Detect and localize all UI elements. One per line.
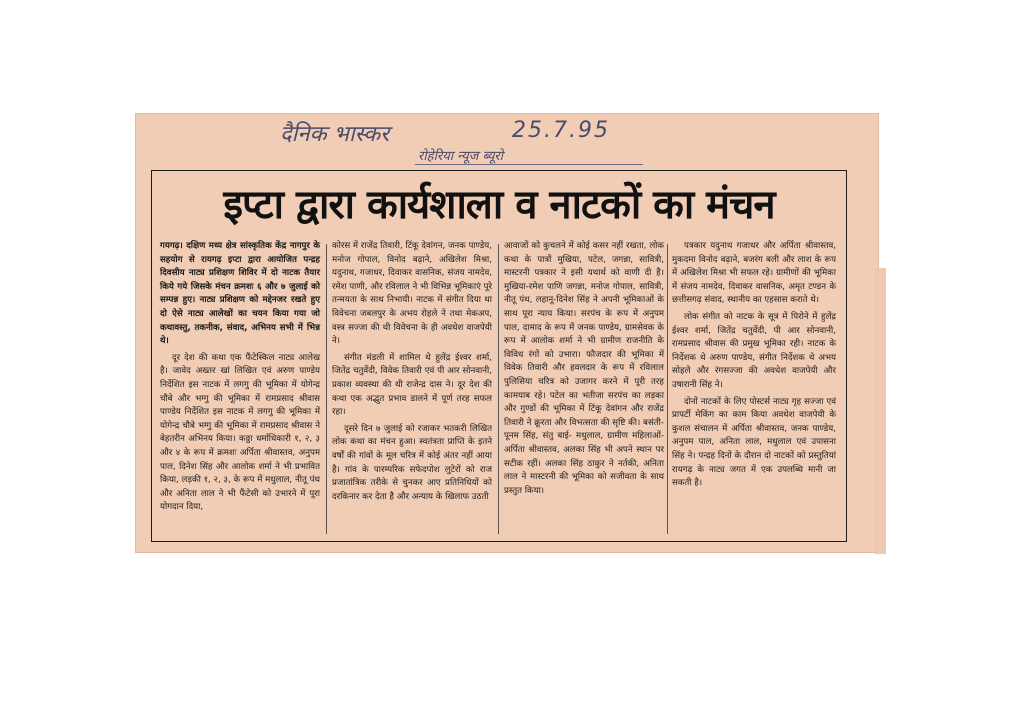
article-paragraph: आवाजों को कुचलने में कोई कसर नहीं रखता, लोक कथा के पात्रों मुखिया, पटेल, जगन्ना, सावित्री, मास्टरनी पत्रकार ने इसी यथार्थ को वाणी दी है। मुखिया-रमेश पाणि जगन्ना, मनोज गोपाल, सावित्री, नीतू पंथ, लहानू-दिनेश सिंह ने अपनी भूमिकाओं के साथ पूरा न्याय किया। सरपंच के रूप में अनुपम पाल, दामाद के रूप में जनक पाण्डेय, ग्रामसेवक के रूप में आलोक शर्मा ने भी ग्रामीण राजनीति के विविध रंगों को उभारा। फौजदार की भूमिका में विवेक तिवारी और हवलदार के रूप में रविलाल पुलिसिया चरित्र को उजागर करने में पूरी तरह कामयाब रहे। पटेल का भतीजा सरपंच का लड़का और गुण्डों की भूमिका में टिंकू देवांगन और राजेंद्र तिवारी ने क्रूरता और विभत्सता की सृष्टि की। बसंती-पूनम सिंह, संतु बाई- मधुलाल, ग्रामीण महिलाओं- अर्पिता श्रीवास्तव, अलका सिंह भी अपने स्थान पर सटीक रहीं। अलका सिंह ठाकुर ने नर्तकी, अनिता लाल ने मास्टरनी की भूमिका को सजीवता के साथ प्रस्तुत किया। <box>504 241 664 496</box>
handwritten-paper-name: दैनिक भास्कर <box>280 122 390 147</box>
article-paragraph: पत्रकार यदुनाथ गजाधर और अर्पिता श्रीवास्तव, मुकदमा विनोद बढ़ाने, बजरंग बली और लाश के रूप में अखिलेश मिश्रा भी सफल रहे। ग्रामीणों की भूमिका में संजय नामदेव, दिवाकर वासनिक, अमृत टण्डन के छत्तीसगढ़ संवाद, स्थानीय का एहसास कराते थे। <box>672 241 836 306</box>
article-column-1 <box>160 240 320 518</box>
handwritten-date: 25.7.95 <box>512 118 610 143</box>
article-paragraph: दूसरे दिन ७ जुलाई को रजाकर भतकरी लिखित लोक कथा का मंचन हुआ। स्वतंत्रता प्राप्ति के इतने वर्षों की गांवों के मूल चरित्र में कोई अंतर नहीं आया है। गांव के पारम्परिक सफेदपोश लुटेरों को राज प्रजातांत्रिक तरीके से चुनकर आए प्रतिनिधियों को दरकिनार कर देता है और अन्याय के खिलाफ उठती <box>332 423 492 502</box>
article-paragraph: लोक संगीत को नाटक के सूत्र में पिरोने में हुलेंद्र ईश्वर शर्मा, जितेंद्र चतुर्वेदी, पी आर सोनवानी, रामप्रसाद श्रीवास की प्रमुख भूमिका रही। नाटक के निर्देशक थे अरुण पाण्डेय, संगीत निर्देशक थे अभय सोहले और रंगसज्जा की अवधेश वाजपेयी और उषारानी सिंह ने। <box>672 311 836 390</box>
column-rule <box>498 244 499 534</box>
article-paragraph: कोरस में राजेंद्र तिवारी, टिंकू देवांगन, जनक पाण्डेय, मनोज गोपाल, विनोद बढ़ाने, अखिलेश मिश्रा, यदुनाथ, गजाधर, दिवाकर वासनिक, संजय नामदेव, रमेश पाणी, और रविलाल ने भी विभिन्न भूमिकाएं पूरे तन्मयता के साथ निभायी। नाटक में संगीत दिया था विवेचना जबलपुर के अभय रोहले ने तथा मेकअप, वस्त्र सज्जा की थी विवेचना के ही अवधेश वाजपेयी ने। <box>332 241 493 347</box>
article-paragraph: दूर देश की कथा एक फैंटेस्किल नाट्य आलेख है। जावेद अख्तर खां लिखित एवं अरुण पाण्डेय निर्देशित इस नाटक में लगगु की भूमिका में योगेन्द्र चौबे और भग्गु की भूमिका में रामप्रसाद श्रीवास पाण्डेय निर्देशित इस नाटक में लगगु की भूमिका में योगेन्द्र चौबे भग्गु की भूमिका में रामप्रसाद श्रीवास ने बेहतरीन अभिनय किया। कठ्ठा धर्माधिकारी १, २, ३ और ४ के रूप में क्रमशः अर्पिता श्रीवास्तव, अनुपम पाल, दिनेश सिंह और आलोक शर्मा ने भी प्रभावित किया, लड़की १, २, ३, के रूप में मधुलाल, नीतू पंथ और अनिता लाल ने भी फैंटेसी को उभारने में पूरा योगदान दिया, <box>160 352 320 513</box>
column-rule <box>326 244 327 534</box>
article-column-4 <box>672 240 836 494</box>
handwritten-bureau-note: रोहेरिया न्यूज ब्यूरो <box>418 149 504 164</box>
article-column-3 <box>504 240 664 501</box>
handwritten-underline <box>415 164 643 165</box>
lead-paragraph: गयगढ़। दक्षिण मध्य क्षेत्र सांस्कृतिक केंद्र नागपुर के सहयोग से रायगढ़ इप्टा द्वारा आयोजित पन्द्रह दिवसीय नाट्य प्रशिक्षण शिविर में दो नाटक तैयार किये गये जिसके मंचन क्रमशः ६ और ७ जुलाई को सम्पन्न हुए। नाट्य प्रशिक्षण को मद्देनजर रखते हुए दो ऐसे नाट्य आलेखों का चयन किया गया जो कथावस्तु, तकनीक, संवाद, अभिनय सभी में भिन्न थे। <box>160 241 320 347</box>
article-headline: इप्टा द्वारा कार्यशाला व नाटकों का मंचन <box>223 182 775 228</box>
column-rule <box>667 244 668 534</box>
clipping-tab-edge <box>874 268 886 554</box>
article-paragraph: संगीत मंडली में शामिल थे हुलेंद्र ईश्वर शर्मा, जितेंद्र चतुर्वेदी, विवेक तिवारी एवं पी आर सोनवानी, प्रकाश व्यवस्था की थी राजेन्द्र दास ने। दूर देश की कथा एक अद्भुत प्रभाव डालने में पूर्ण तरह सफल रहा। <box>332 352 492 418</box>
article-paragraph: दोनों नाटकों के लिए पोस्टर्स नाट्य गृह सज्जा एवं प्रापर्टी मेकिंग का काम किया अवधेश वाजपेयी के कुशल संचालन में अर्पिता श्रीवास्तव, जनक पाण्डेय, अनुपम पाल, अनिता लाल, मधुलाल एवं उपासना सिंह ने। पन्द्रह दिनों के दौरान दो नाटकों को प्रस्तुतियां रायगढ़ के नाट्य जगत में एक उपलब्धि मानी जा सकती है। <box>672 396 836 489</box>
article-column-2 <box>332 240 492 507</box>
